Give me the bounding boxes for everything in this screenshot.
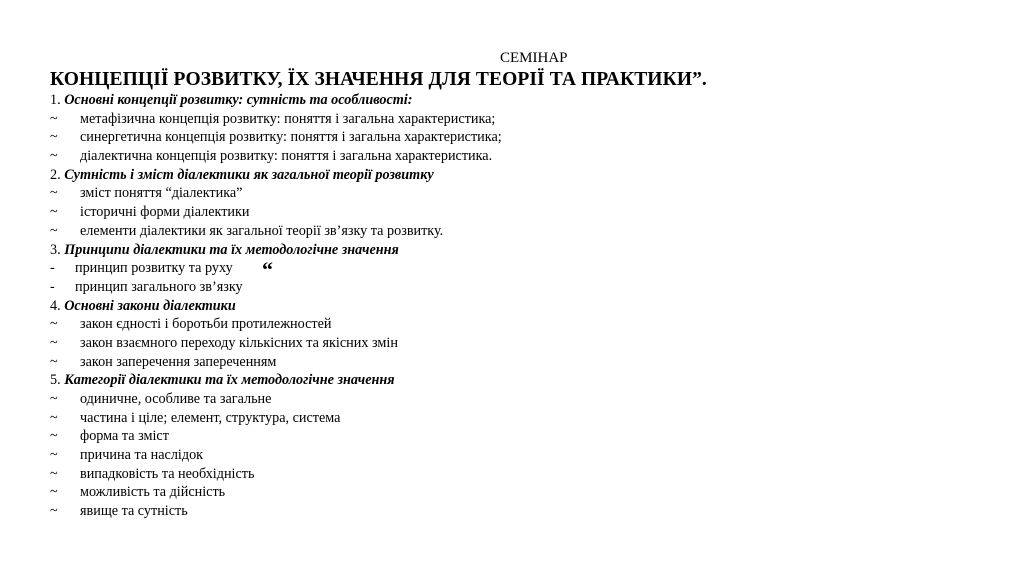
section-title: Категорії діалектики та їх методологічне значення bbox=[64, 372, 395, 389]
list-item bbox=[50, 353, 950, 372]
list-item-text: історичні форми діалектики bbox=[80, 204, 250, 221]
tilde-bullet: ~ bbox=[50, 409, 58, 426]
dash-bullet: - bbox=[50, 278, 55, 295]
list-item-text: явище та сутність bbox=[80, 503, 188, 520]
tilde-bullet: ~ bbox=[50, 353, 58, 370]
slide-subtitle: СЕМІНАР bbox=[500, 50, 568, 66]
list-item-text: метафізична концепція розвитку: поняття і загальна характеристика; bbox=[80, 110, 496, 127]
list-item-text: причина та наслідок bbox=[80, 447, 204, 464]
tilde-bullet: ~ bbox=[50, 428, 58, 445]
section-number: 5. bbox=[50, 372, 61, 389]
list-item-text: зміст поняття “діалектика” bbox=[80, 185, 243, 202]
section-number: 3. bbox=[50, 241, 61, 258]
list-item bbox=[50, 427, 950, 446]
list-item-text: форма та зміст bbox=[80, 428, 169, 445]
list-item bbox=[50, 502, 950, 521]
seminar-outline bbox=[50, 91, 950, 521]
section-title: Принципи діалектики та їх методологічне значення bbox=[64, 241, 399, 258]
list-item bbox=[50, 446, 950, 465]
list-item-text: синергетична концепція розвитку: поняття і загальна характеристика; bbox=[80, 129, 502, 146]
list-item-text: можливість та дійсність bbox=[80, 484, 226, 501]
list-item-text: одиничне, особливе та загальне bbox=[80, 391, 272, 407]
list-item-text: частина і ціле; елемент, структура, система bbox=[80, 409, 341, 426]
list-item-text: закон єдності і боротьби протилежностей bbox=[80, 316, 332, 333]
list-item bbox=[50, 184, 950, 203]
list-item bbox=[50, 147, 950, 166]
list-item-text: випадковість та необхідність bbox=[80, 465, 255, 482]
list-item bbox=[50, 315, 950, 334]
section-number: 1. bbox=[50, 92, 61, 108]
list-item bbox=[50, 465, 950, 484]
section-title: Сутність і зміст діалектики як загальної теорії розвитку bbox=[64, 166, 434, 183]
dash-bullet: - bbox=[50, 260, 55, 277]
section-heading-1 bbox=[50, 91, 950, 110]
list-item-text: закон взаємного переходу кількісних та якісних змін bbox=[80, 334, 398, 351]
list-item-text: діалектична концепція розвитку: поняття і загальна характеристика. bbox=[80, 148, 493, 165]
list-item-text: елементи діалектики як загальної теорії зв’язку та розвитку. bbox=[80, 222, 444, 239]
tilde-bullet: ~ bbox=[50, 316, 58, 333]
list-item bbox=[50, 110, 950, 129]
tilde-bullet: ~ bbox=[50, 204, 58, 221]
slide-title: КОНЦЕПЦІЇ РОЗВИТКУ, ЇХ ЗНАЧЕННЯ ДЛЯ ТЕОРІЇ ТА ПРАКТИКИ”. bbox=[50, 69, 707, 90]
list-item bbox=[50, 128, 950, 147]
list-item bbox=[50, 257, 950, 283]
list-item bbox=[50, 334, 950, 353]
tilde-bullet: ~ bbox=[50, 484, 58, 501]
list-item-text: принцип розвитку та руху bbox=[75, 260, 233, 277]
section-heading-3 bbox=[50, 241, 950, 260]
tilde-bullet: ~ bbox=[50, 465, 58, 482]
section-heading-5 bbox=[50, 371, 950, 390]
list-item bbox=[50, 222, 950, 241]
tilde-bullet: ~ bbox=[50, 185, 58, 202]
list-item-text: закон заперечення запереченням bbox=[80, 353, 277, 370]
section-title: Основні закони діалектики bbox=[64, 297, 236, 314]
tilde-bullet: ~ bbox=[50, 391, 58, 407]
section-number: 4. bbox=[50, 297, 61, 314]
tilde-bullet: ~ bbox=[50, 148, 58, 165]
tilde-bullet: ~ bbox=[50, 222, 58, 239]
list-item bbox=[50, 409, 950, 428]
tilde-bullet: ~ bbox=[50, 447, 58, 464]
tilde-bullet: ~ bbox=[50, 129, 58, 146]
section-heading-4 bbox=[50, 297, 950, 316]
list-item bbox=[50, 483, 950, 502]
list-item bbox=[50, 203, 950, 222]
list-item-text: принцип загального зв’язку bbox=[75, 278, 243, 295]
section-title: Основні концепції розвитку: сутність та особливості: bbox=[64, 92, 413, 108]
list-item bbox=[50, 278, 950, 297]
section-heading-2 bbox=[50, 166, 950, 185]
tilde-bullet: ~ bbox=[50, 503, 58, 520]
tilde-bullet: ~ bbox=[50, 334, 58, 351]
list-item bbox=[50, 390, 950, 409]
section-number: 2. bbox=[50, 166, 61, 183]
stray-quote-mark: “ bbox=[262, 257, 273, 283]
tilde-bullet: ~ bbox=[50, 110, 58, 127]
